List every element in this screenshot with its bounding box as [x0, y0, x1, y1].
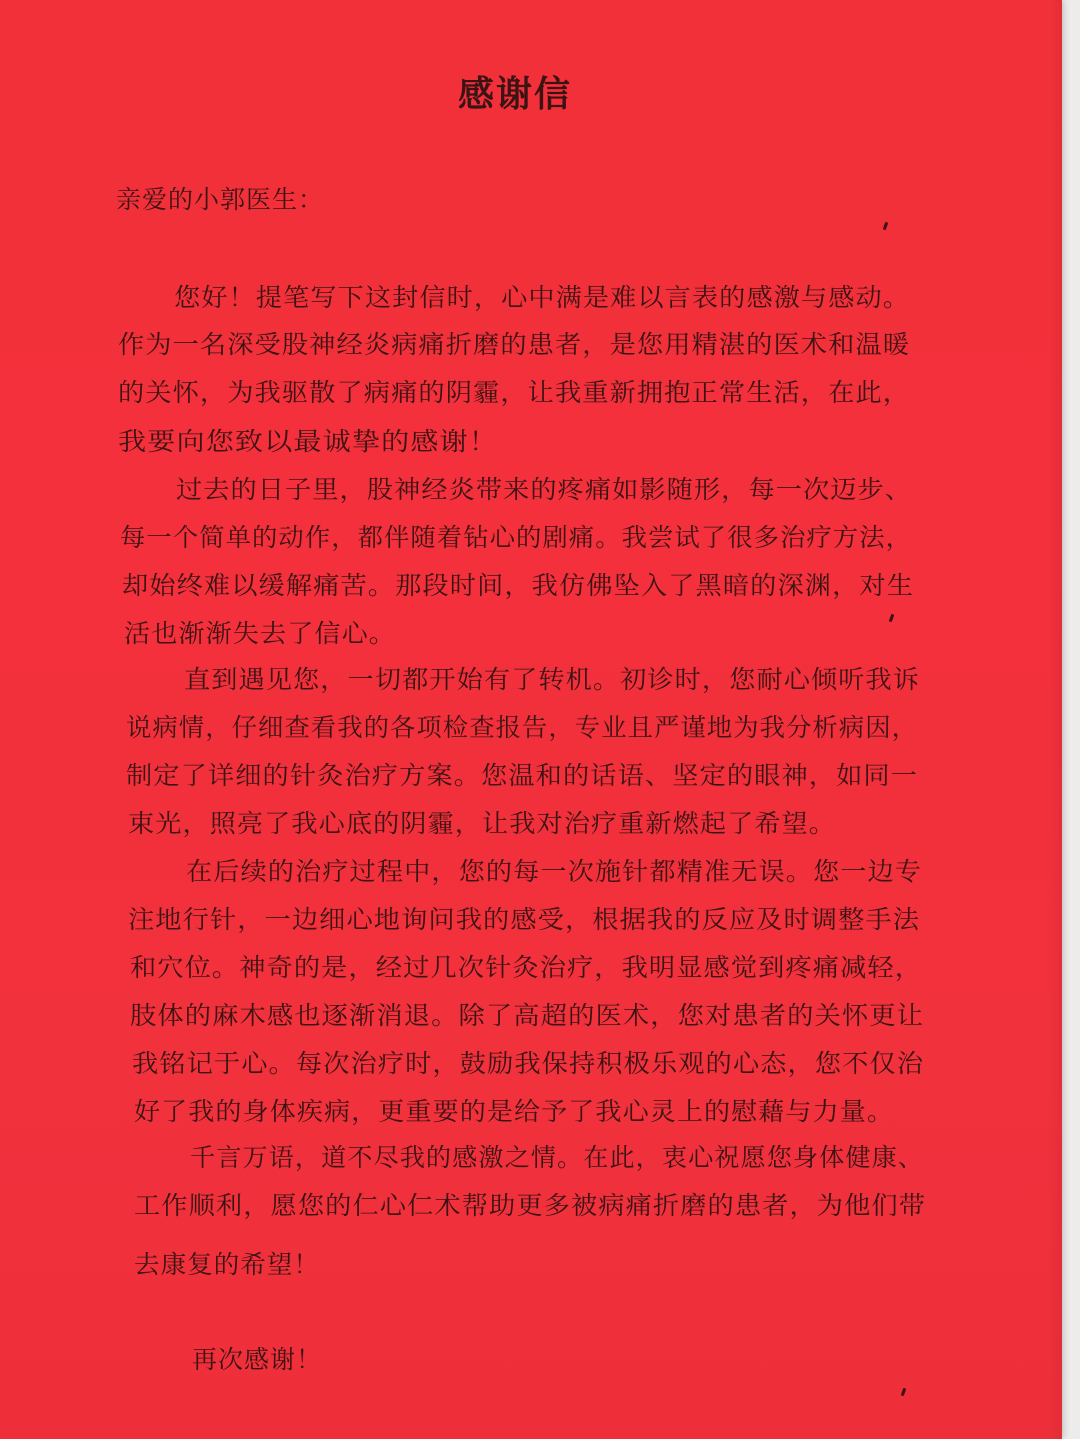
- ink-mark: [889, 614, 895, 623]
- body-line-6: 每一个简单的动作，都伴随着钻心的剧痛。我尝试了很多治疗方法，: [120, 523, 913, 552]
- body-line-17: 我铭记于心。每次治疗时，鼓励我保持积极乐观的心态，您不仅治: [132, 1049, 925, 1078]
- ink-mark: [901, 1388, 907, 1397]
- body-line-21: 去康复的希望！: [134, 1250, 321, 1279]
- body-line-7: 却始终难以缓解痛苦。那段时间，我仿佛坠入了黑暗的深渊，对生: [122, 571, 915, 600]
- salutation: 亲爱的小郭医生：: [116, 185, 325, 214]
- body-line-14: 注地行针，一边细心地询问我的感受，根据我的反应及时调整手法: [128, 905, 921, 934]
- body-line-20: 工作顺利，愿您的仁心仁术帮助更多被病痛折磨的患者，为他们带: [134, 1191, 927, 1220]
- letter-title: 感谢信: [457, 74, 572, 115]
- body-line-4: 我要向您致以最诚挚的感谢！: [118, 427, 499, 456]
- body-line-1: 您好！提笔写下这封信时，心中满是难以言表的感激与感动。: [174, 283, 911, 312]
- body-line-11: 制定了详细的针灸治疗方案。您温和的话语、坚定的眼神，如同一: [126, 761, 919, 790]
- body-line-5: 过去的日子里，股神经炎带来的疼痛如影随形，每一次迈步、: [176, 475, 913, 504]
- body-line-2: 作为一名深受股神经炎病痛折磨的患者，是您用精湛的医术和温暖: [118, 330, 911, 359]
- body-line-18: 好了我的身体疾病，更重要的是给予了我心灵上的慰藉与力量。: [134, 1097, 895, 1126]
- body-line-13: 在后续的治疗过程中，您的每一次施针都精准无误。您一边专: [186, 857, 923, 886]
- body-line-15: 和穴位。神奇的是，经过几次针灸治疗，我明显感觉到疼痛减轻，: [130, 953, 923, 982]
- body-line-3: 的关怀，为我驱散了病痛的阴霾，让我重新拥抱正常生活，在此，: [118, 378, 911, 407]
- body-line-16: 肢体的麻木感也逐渐消退。除了高超的医术，您对患者的关怀更让: [130, 1001, 925, 1030]
- body-line-8: 活也渐渐失去了信心。: [124, 619, 397, 648]
- body-line-19: 千言万语，道不尽我的感激之情。在此，衷心祝愿您身体健康、: [190, 1143, 925, 1172]
- body-line-10: 说病情，仔细查看我的各项检查报告，专业且严谨地为我分析病因，: [126, 713, 919, 742]
- ink-mark: [883, 222, 889, 231]
- body-line-9: 直到遇见您，一切都开始有了转机。初诊时，您耐心倾听我诉: [184, 665, 921, 694]
- body-line-12: 束光，照亮了我心底的阴霾，让我对治疗重新燃起了希望。: [128, 809, 837, 838]
- closing-line: 再次感谢！: [192, 1345, 323, 1374]
